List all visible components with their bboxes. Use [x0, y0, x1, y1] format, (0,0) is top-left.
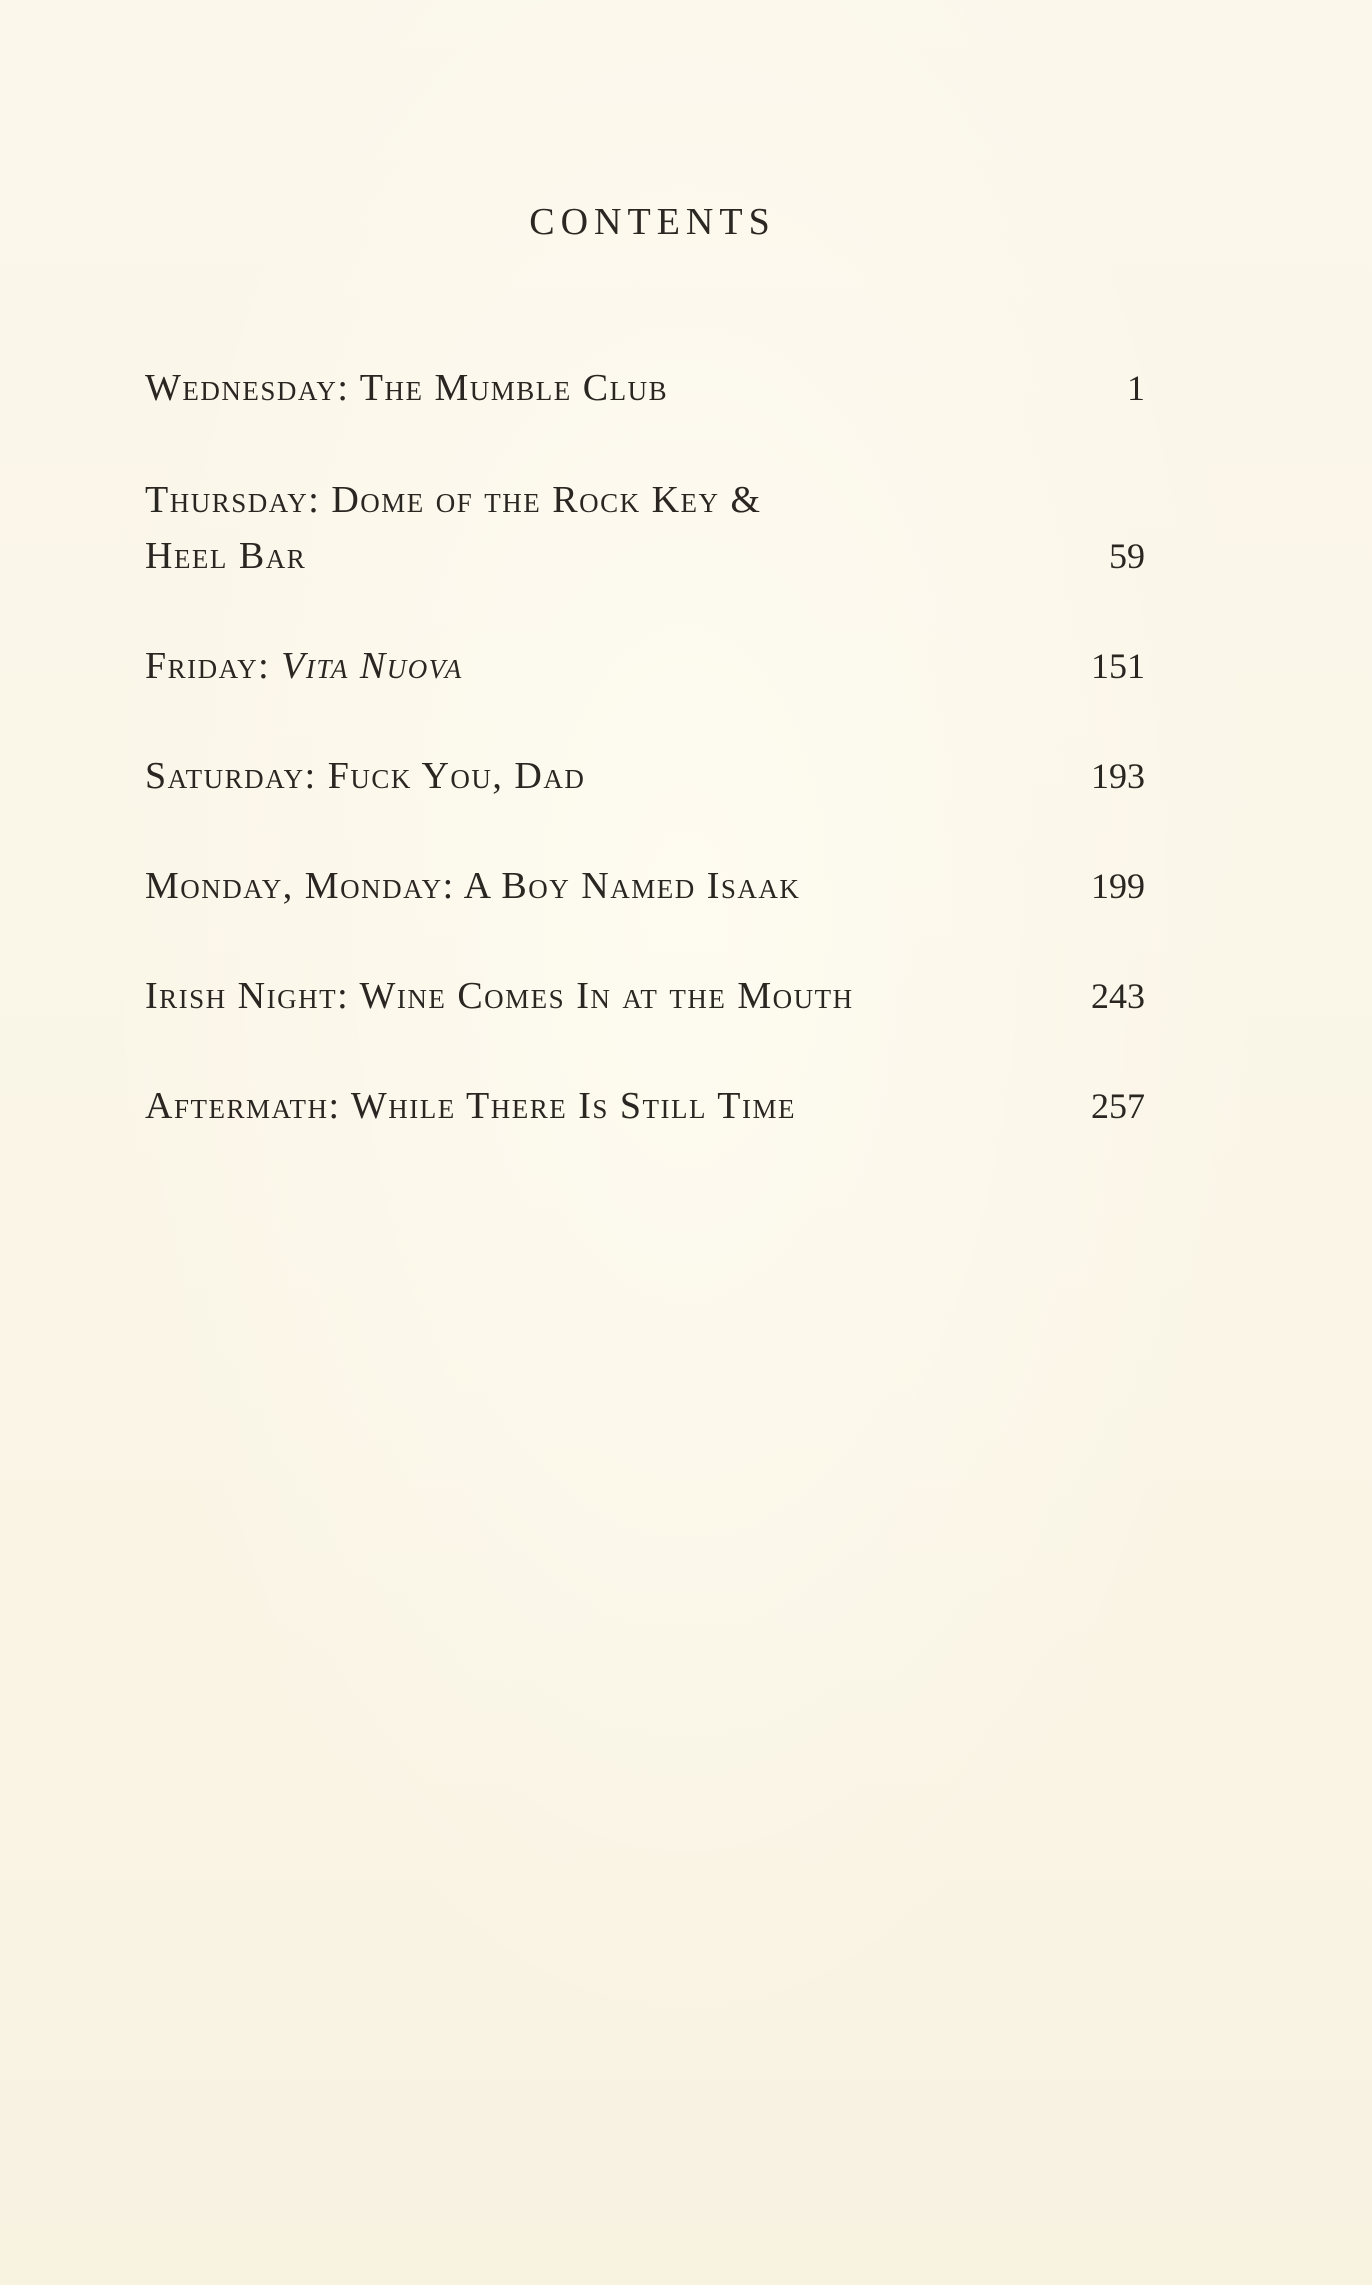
- toc-entry-title: [145, 968, 1025, 1024]
- toc-entry-name: A Boy Named Isaak: [463, 865, 801, 907]
- toc-entry-day: Thursday:: [145, 479, 321, 521]
- toc-entry-title: [145, 748, 1025, 804]
- toc-entry-saturday: [145, 748, 1145, 804]
- toc-entry-irish-night: [145, 968, 1145, 1024]
- toc-entry-name: Fuck You, Dad: [327, 755, 586, 797]
- toc-entry-title: [145, 858, 1025, 914]
- toc-entry-page: 1: [1127, 368, 1145, 408]
- toc-entry-day: Irish Night:: [145, 975, 350, 1017]
- toc-entry-page: 243: [1091, 976, 1145, 1016]
- toc-entry-title: [145, 1078, 1025, 1134]
- toc-entry-day: Monday, Monday:: [145, 865, 455, 907]
- page-title: CONTENTS: [529, 201, 776, 243]
- toc-entry-thursday: [145, 472, 1145, 584]
- toc-entry-day: Aftermath:: [145, 1085, 341, 1127]
- toc-entry-page: 199: [1091, 866, 1145, 906]
- toc-entry-title: [145, 472, 1025, 584]
- toc-entry-name: Wine Comes In at the Mouth: [359, 975, 854, 1017]
- toc-entry-name: Vita Nuova: [281, 645, 463, 687]
- toc-entry-day: Friday:: [145, 645, 271, 687]
- toc-entry-name: The Mumble Club: [359, 367, 669, 409]
- toc-entry-friday: [145, 638, 1145, 694]
- toc-entry-aftermath: [145, 1078, 1145, 1134]
- toc-entry-page: 193: [1091, 756, 1145, 796]
- toc-entry-title: [145, 638, 1025, 694]
- toc-entry-page: 151: [1091, 646, 1145, 686]
- toc-entry-title: [145, 360, 1025, 416]
- toc-entry-wednesday: [145, 360, 1145, 416]
- toc-entry-page: 59: [1109, 536, 1145, 576]
- toc-entry-page: 257: [1091, 1086, 1145, 1126]
- toc-entry-monday: [145, 858, 1145, 914]
- toc-entry-day: Saturday:: [145, 755, 317, 797]
- toc-entry-name-line1: Dome of the Rock Key &: [331, 479, 762, 521]
- toc-entry-day: Wednesday:: [145, 367, 350, 409]
- toc-entry-name-line2: Heel Bar: [145, 535, 307, 577]
- toc-entry-name: While There Is Still Time: [350, 1085, 796, 1127]
